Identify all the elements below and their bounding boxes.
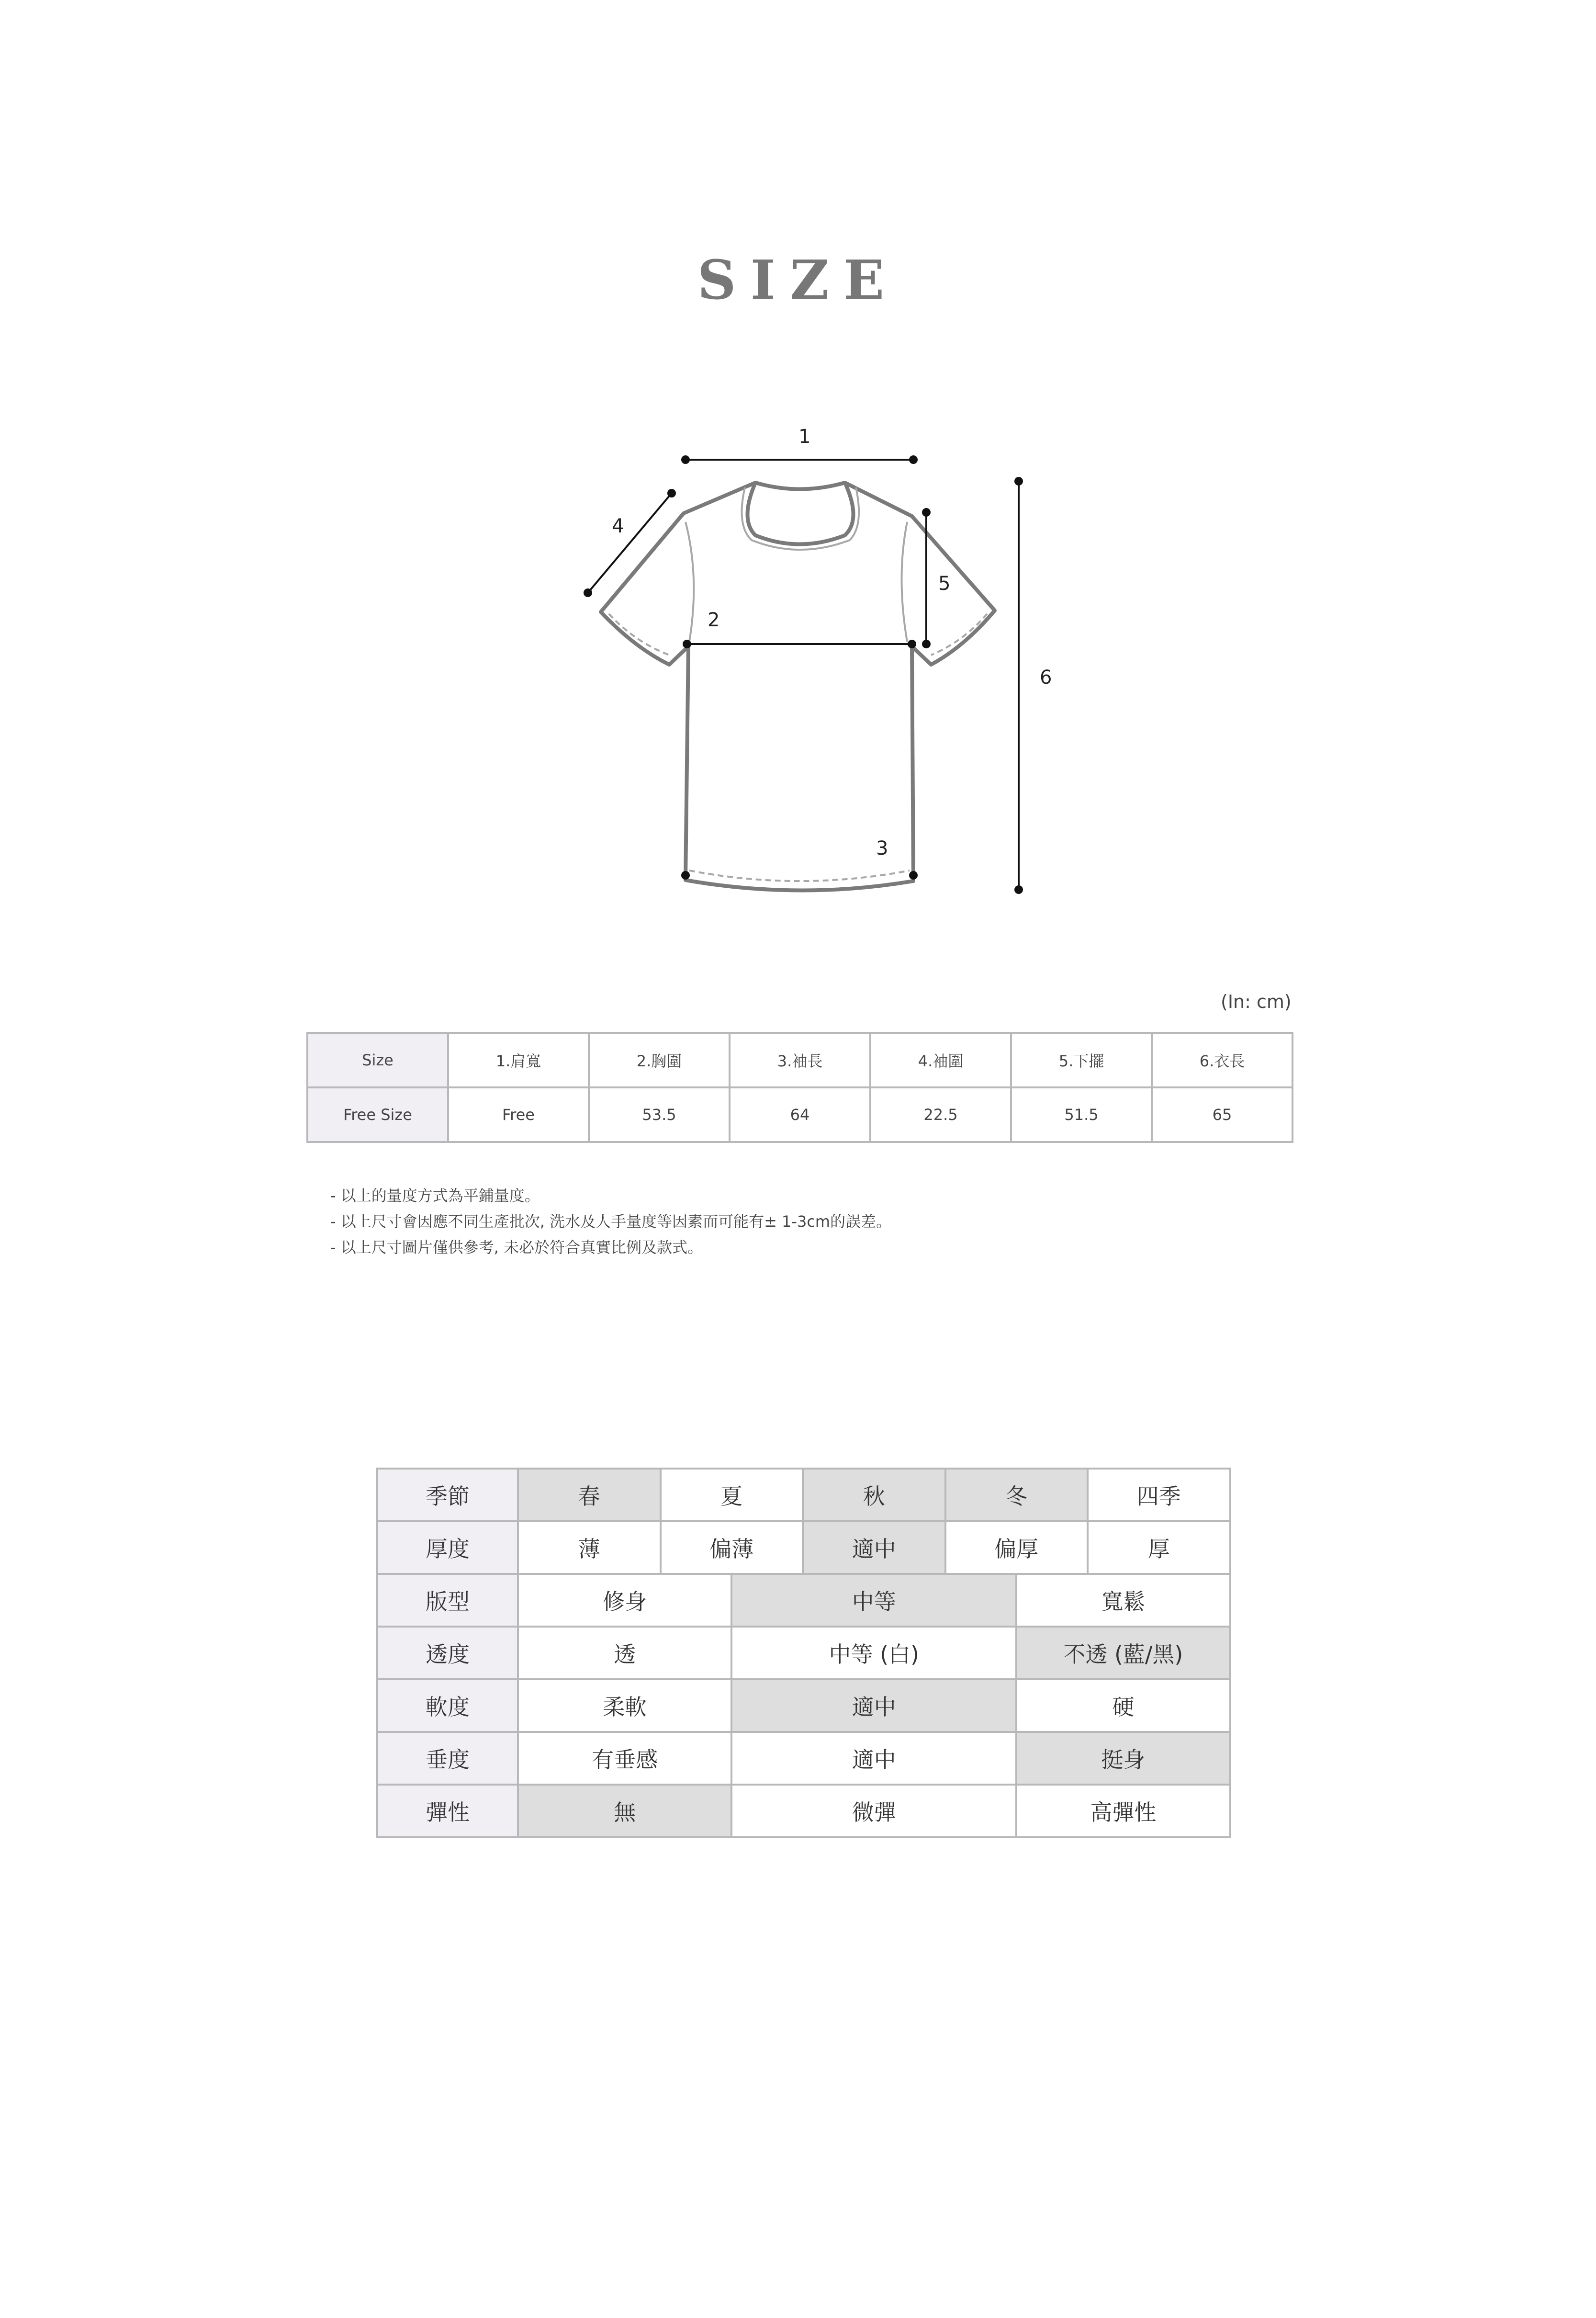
measure-label-2: 2: [708, 609, 720, 631]
size-header-cell: 5.下擺: [1011, 1033, 1152, 1087]
attribute-option: 冬: [945, 1469, 1088, 1521]
attribute-option: 厚: [1088, 1521, 1230, 1574]
size-value-cell: 22.5: [870, 1087, 1011, 1142]
attribute-option: 春: [518, 1469, 661, 1521]
measurement-lines: [588, 460, 1019, 890]
attribute-option: 透: [518, 1627, 731, 1679]
attribute-option: 高彈性: [1016, 1785, 1230, 1837]
attribute-option: 偏薄: [661, 1521, 803, 1574]
attribute-option: 中等 (白): [731, 1627, 1016, 1679]
unit-label: (In: cm): [1221, 991, 1292, 1012]
attribute-row: [377, 1785, 1230, 1837]
attribute-label: 垂度: [377, 1732, 518, 1785]
tshirt-outline: [601, 483, 995, 891]
attribute-label: 季節: [377, 1469, 518, 1521]
measure-label-5: 5: [938, 573, 951, 595]
attribute-label: 版型: [377, 1574, 518, 1627]
measurement-endpoints: [584, 455, 1023, 894]
size-value-cell: 53.5: [589, 1087, 730, 1142]
attribute-option: 適中: [803, 1521, 945, 1574]
measure-label-4: 4: [612, 515, 624, 537]
size-table: [306, 1032, 1293, 1143]
tshirt-measurement-diagram: [0, 0, 1596, 958]
size-header-cell: 6.衣長: [1152, 1033, 1293, 1087]
attribute-label: 彈性: [377, 1785, 518, 1837]
attribute-option: 偏厚: [945, 1521, 1088, 1574]
attribute-row: [377, 1521, 1230, 1574]
size-header-cell: 3.袖長: [730, 1033, 870, 1087]
attribute-option: 修身: [518, 1574, 731, 1627]
attribute-row: [377, 1469, 1230, 1521]
tshirt-detail-lines: [609, 487, 987, 881]
attribute-option: 寬鬆: [1016, 1574, 1230, 1627]
measure-label-1: 1: [798, 426, 811, 448]
page-title: SIZE: [697, 249, 899, 312]
size-table-header-row: [307, 1033, 1293, 1087]
attribute-option: 中等: [731, 1574, 1016, 1627]
attribute-option: 夏: [661, 1469, 803, 1521]
size-value-cell: 51.5: [1011, 1087, 1152, 1142]
attribute-option: 微彈: [731, 1785, 1016, 1837]
size-header-cell: 2.胸圍: [589, 1033, 730, 1087]
size-table-row: [307, 1087, 1293, 1142]
attribute-option: 適中: [731, 1732, 1016, 1785]
attribute-label: 厚度: [377, 1521, 518, 1574]
note-line: - 以上尺寸圖片僅供參考, 未必於符合真實比例及款式。: [330, 1238, 703, 1256]
attribute-option: 四季: [1088, 1469, 1230, 1521]
attribute-option: 秋: [803, 1469, 945, 1521]
attribute-option: 適中: [731, 1679, 1016, 1732]
attribute-option: 無: [518, 1785, 731, 1837]
size-value-cell: Free: [448, 1087, 589, 1142]
measurement-notes: [330, 1183, 891, 1260]
attribute-option: 硬: [1016, 1679, 1230, 1732]
attribute-row: [377, 1627, 1230, 1679]
size-value-cell: 65: [1152, 1087, 1293, 1142]
note-line: - 以上的量度方式為平鋪量度。: [330, 1187, 540, 1205]
attribute-option: 有垂感: [518, 1732, 731, 1785]
size-value-cell: 64: [730, 1087, 870, 1142]
attribute-option: 薄: [518, 1521, 661, 1574]
attribute-row: [377, 1732, 1230, 1785]
measure-label-6: 6: [1040, 667, 1052, 689]
fabric-attributes-table: [376, 1468, 1231, 1838]
size-header-cell: 1.肩寬: [448, 1033, 589, 1087]
note-line: - 以上尺寸會因應不同生產批次, 洗水及人手量度等因素而可能有± 1-3cm的誤差。: [330, 1212, 892, 1231]
attribute-option: 柔軟: [518, 1679, 731, 1732]
attribute-row: [377, 1574, 1230, 1627]
attribute-option: 挺身: [1016, 1732, 1230, 1785]
size-header-cell: 4.袖圍: [870, 1033, 1011, 1087]
attribute-label: 軟度: [377, 1679, 518, 1732]
size-header-cell: Size: [307, 1033, 448, 1087]
attribute-label: 透度: [377, 1627, 518, 1679]
size-value-cell: Free Size: [307, 1087, 448, 1142]
attribute-row: [377, 1679, 1230, 1732]
measure-label-3: 3: [876, 837, 888, 859]
attribute-option: 不透 (藍/黑): [1016, 1627, 1230, 1679]
